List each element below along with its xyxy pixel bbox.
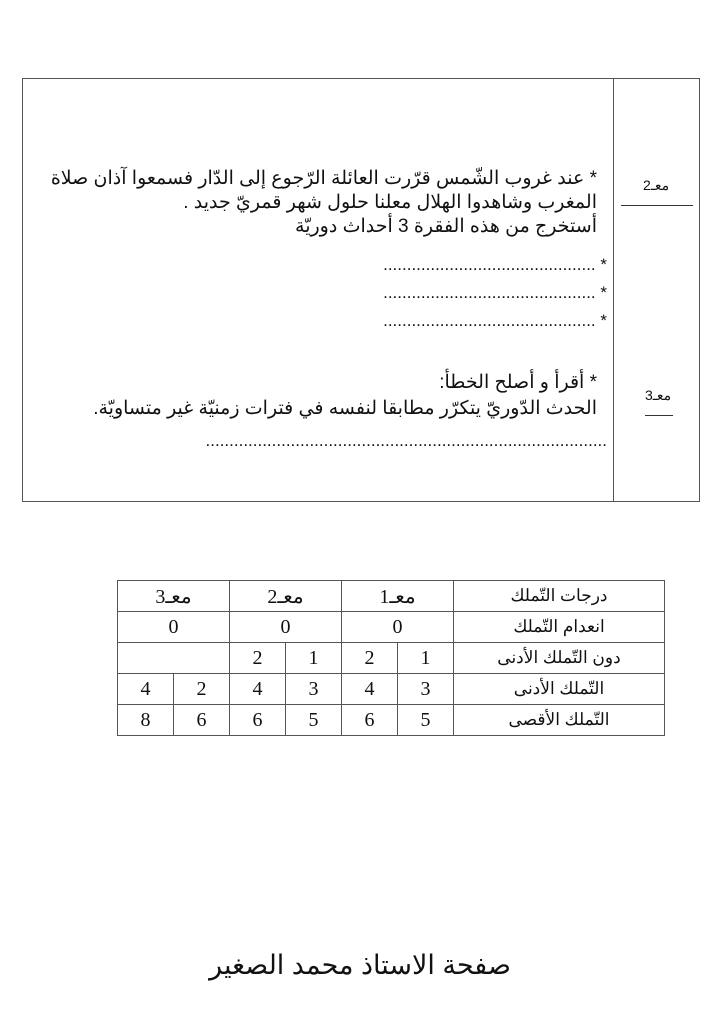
score-blank-3 — [645, 409, 673, 416]
q2-line-2: المغرب وشاهدوا الهلال معلنا حلول شهر قمريّ جديد . — [183, 192, 597, 213]
table-cell: 0 — [230, 612, 342, 643]
table-cell: 1 — [398, 643, 454, 674]
row-label: انعدام التّملك — [454, 612, 665, 643]
table-cell: 6 — [230, 705, 286, 736]
table-row — [118, 674, 665, 705]
q3-line-2: الحدث الدّوريّ يتكرّر مطابقا لنفسه في فترات زمنيّة غير متساويّة. — [93, 398, 597, 419]
table-cell: 5 — [398, 705, 454, 736]
page-footer: صفحة الاستاذ محمد الصغير — [209, 950, 511, 980]
table-cell: 1 — [286, 643, 342, 674]
table-cell: 2 — [174, 674, 230, 705]
table-cell: 5 — [286, 705, 342, 736]
answer-line-1[interactable]: * ............................................. — [383, 255, 607, 274]
criterion-code-2: معـ2 — [643, 177, 670, 193]
q3-line-1: * أقرأ و أصلح الخطأ: — [439, 372, 597, 393]
row-label: التّملك الأدنى — [454, 674, 665, 705]
table-cell: 6 — [174, 705, 230, 736]
table-row — [118, 612, 665, 643]
table-cell: 0 — [118, 612, 230, 643]
header-criterion: معـ1 — [342, 581, 454, 612]
q3-answer-line[interactable]: ..................................................................................... — [205, 431, 607, 450]
table-cell: 2 — [230, 643, 286, 674]
header-criterion: معـ3 — [118, 581, 230, 612]
table-row — [118, 643, 665, 674]
answer-line-2[interactable]: * ............................................. — [383, 283, 607, 302]
table-cell: 0 — [342, 612, 454, 643]
table-cell: 6 — [342, 705, 398, 736]
criteria-column-divider — [613, 79, 614, 501]
table-header-row — [118, 581, 665, 612]
table-row — [118, 705, 665, 736]
header-criterion: معـ2 — [230, 581, 342, 612]
table-cell: 4 — [230, 674, 286, 705]
table-cell: 4 — [118, 674, 174, 705]
table-cell: 3 — [398, 674, 454, 705]
answer-line-3[interactable]: * ............................................. — [383, 311, 607, 330]
table-cell: 2 — [342, 643, 398, 674]
exercise-box — [22, 78, 700, 502]
q2-line-1: * عند غروب الشّمس قرّرت العائلة الرّجوع إلى الدّار فسمعوا آذان صلاة — [50, 168, 597, 189]
header-label: درجات التّملك — [454, 581, 665, 612]
table-cell: 4 — [342, 674, 398, 705]
row-label: التّملك الأقصى — [454, 705, 665, 736]
criterion-code-3: معـ3 — [645, 387, 672, 403]
q2-line-3: أستخرج من هذه الفقرة 3 أحداث دوريّة — [295, 216, 597, 237]
table-cell: 3 — [286, 674, 342, 705]
score-blank-2 — [621, 199, 693, 206]
table-cell: 8 — [118, 705, 174, 736]
row-label: دون التّملك الأدنى — [454, 643, 665, 674]
table-cell — [118, 643, 230, 674]
grading-table — [117, 580, 665, 736]
